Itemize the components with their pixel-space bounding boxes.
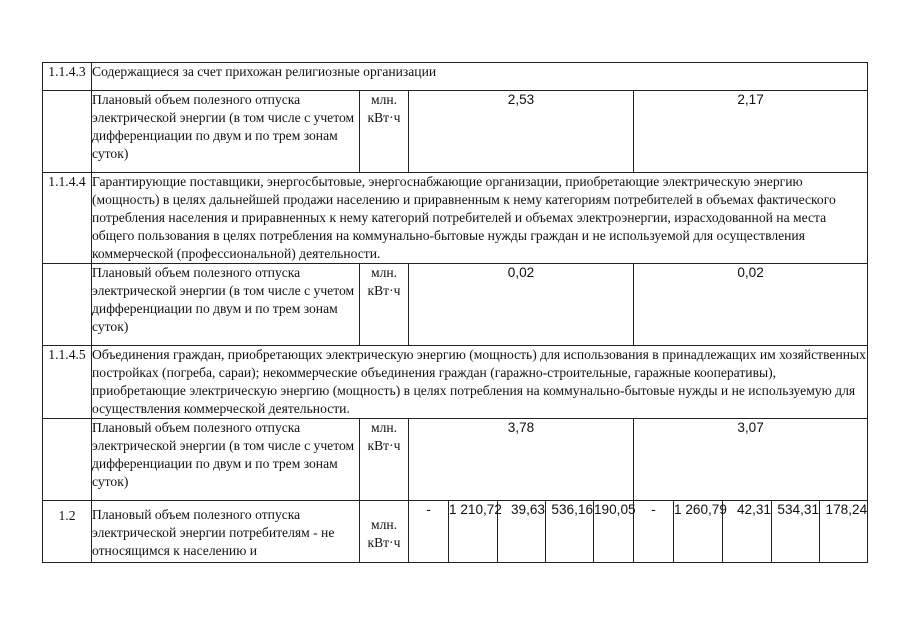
unit-cell: млн. кВт·ч [360,91,409,173]
value-period-2: 2,17 [634,91,868,173]
section-heading-row [43,63,868,91]
value-cell: - [409,501,449,563]
value-period-1: 2,53 [409,91,634,173]
section-heading: Содержащиеся за счет прихожан религиозные организации [92,63,868,91]
value-period-1: 3,78 [409,419,634,501]
unit-cell: млн. кВт·ч [360,419,409,501]
value-cell: 1 260,79 [674,501,723,563]
value-period-2: 0,02 [634,264,868,346]
value-cell: 1 210,72 [449,501,498,563]
section-heading: Объединения граждан, приобретающих электрическую энергию (мощность) для использования в принадлежащих им хозяйственных постройках (погреба, сараи); некоммерческие объединения граждан (гаражно-строительные, гаражные кооперативы), приобретающие электрическую энергию (мощность) в целях потребления на коммунально-бытовые нужды и не используемую для осуществления коммерческой деятельности. [92,346,868,419]
row-label: Плановый объем полезного отпуска электрической энергии (в том числе с учетом дифференциации по двум и по трем зонам суток) [92,91,360,173]
section-heading: Гарантирующие поставщики, энергосбытовые, энергоснабжающие организации, приобретающие электрическую энергию (мощность) в целях дальнейшей продажи населению и приравненным к нему категориям потребителей в объемах фактического потребления населения и приравненных к нему категорий потребителей и объемах электроэнергии, израсходованной на места общего пользования в целях потребления на коммунально-бытовые нужды граждан и не используемой для осуществления коммерческой (профессиональной) деятельности. [92,173,868,264]
value-cell: 42,31 [723,501,772,563]
row-number: 1.2 [43,501,92,563]
section-heading-row [43,346,868,419]
table-row [43,501,868,563]
value-period-2: 3,07 [634,419,868,501]
value-cell: 190,05 [594,501,634,563]
unit-cell: млн. кВт·ч [360,501,409,563]
section-number: 1.1.4.4 [43,173,92,264]
section-heading-row [43,173,868,264]
value-period-1: 0,02 [409,264,634,346]
value-cell: 178,24 [820,501,868,563]
table-row [43,91,868,173]
row-label: Плановый объем полезного отпуска электрической энергии (в том числе с учетом дифференциации по двум и по трем зонам суток) [92,419,360,501]
value-cell: - [634,501,674,563]
section-number: 1.1.4.5 [43,346,92,419]
row-label: Плановый объем полезного отпуска электрической энергии (в том числе с учетом дифференциации по двум и по трем зонам суток) [92,264,360,346]
empty-number-cell [43,91,92,173]
empty-number-cell [43,419,92,501]
value-cell: 534,31 [772,501,820,563]
section-number: 1.1.4.3 [43,63,92,91]
unit-cell: млн. кВт·ч [360,264,409,346]
empty-number-cell [43,264,92,346]
table-row [43,419,868,501]
value-cell: 536,16 [546,501,594,563]
value-cell: 39,63 [498,501,546,563]
table-row [43,264,868,346]
tariff-table [42,62,868,563]
row-label: Плановый объем полезного отпуска электрической энергии потребителям - не относящимся к населению и [92,501,360,563]
